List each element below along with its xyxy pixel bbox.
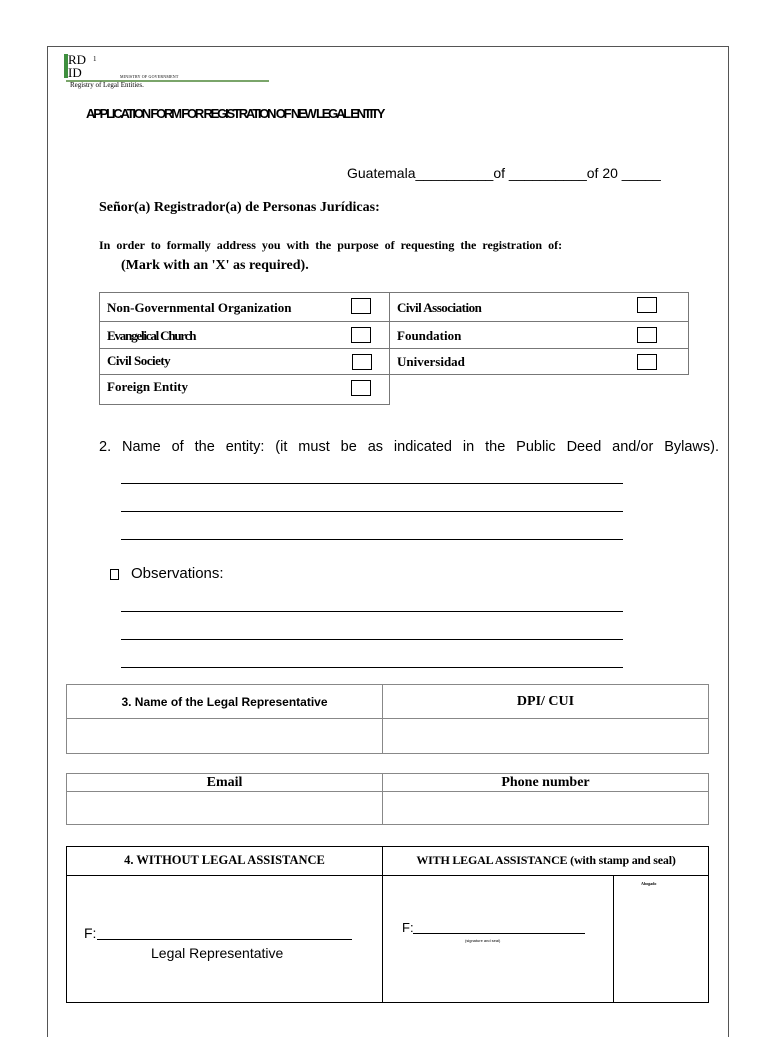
observations-label: Observations: [131, 565, 224, 582]
option-evangelical-checkbox[interactable] [351, 327, 371, 343]
option-universidad-label: Universidad [397, 354, 465, 369]
legal-rep-caption: Legal Representative [151, 945, 284, 961]
mark-note: (Mark with an 'X' as required). [121, 258, 309, 273]
entity-type-grid [99, 292, 689, 406]
signature-seal-caption: (signature and seal) [465, 938, 501, 943]
registry-logo [64, 54, 269, 90]
option-foundation-checkbox[interactable] [637, 327, 657, 343]
lawyer-signature-prefix: F: [402, 920, 414, 935]
option-civil-association-label: Civil Association [397, 300, 482, 315]
legal-rep-table [66, 684, 709, 754]
dpi-cui-field[interactable] [383, 719, 709, 754]
logo-letters-bottom: ID [68, 65, 82, 80]
rep-signature-prefix: F: [84, 925, 97, 941]
option-civil-society-label: Civil Society [107, 353, 171, 368]
grid-row-line-4 [99, 404, 390, 405]
option-foreign-entity-checkbox[interactable] [351, 380, 371, 396]
intro-text: In order to formally address you with the purpose of requesting the registration of: [99, 238, 563, 252]
entity-name-line-2[interactable] [121, 511, 623, 512]
entity-name-label: 2. Name of the entity: (it must be as indicated in the Public Deed and/or Bylaws). [99, 439, 719, 455]
phone-header: Phone number [383, 774, 709, 792]
option-evangelical-label: Evangelical Church [107, 328, 196, 343]
form-title: APPLICATION FORM FOR REGISTRATION OF NEW LEGAL ENTITY [86, 106, 384, 121]
option-civil-association-checkbox[interactable] [637, 297, 657, 313]
grid-row-line-3 [99, 374, 689, 375]
option-foundation-label: Foundation [397, 328, 462, 343]
legal-rep-name-header: 3. Name of the Legal Representative [67, 685, 383, 719]
without-assistance-header: 4. WITHOUT LEGAL ASSISTANCE [124, 853, 325, 867]
lawyer-signature-line[interactable] [413, 933, 585, 934]
grid-border-right [688, 292, 689, 375]
lawyer-seal-label: Abogado [641, 881, 657, 886]
signature-section [66, 846, 709, 1003]
sig-header-divider [67, 875, 708, 876]
observations-line-2[interactable] [121, 639, 623, 640]
with-assistance-header: WITH LEGAL ASSISTANCE (with stamp and seal) [416, 853, 676, 867]
registry-text: Registry of Legal Entities. [70, 81, 144, 89]
grid-row-line-1 [99, 321, 689, 322]
option-civil-society-checkbox[interactable] [352, 354, 372, 370]
observations-bullet-icon [110, 569, 119, 580]
entity-name-line-3[interactable] [121, 539, 623, 540]
option-universidad-checkbox[interactable] [637, 354, 657, 370]
contact-table [66, 773, 709, 825]
dpi-cui-header: DPI/ CUI [383, 685, 709, 719]
logo-letters-top: RD [68, 52, 87, 67]
option-ngo-label: Non-Governmental Organization [107, 300, 292, 315]
logo-superscript: 1 [93, 55, 97, 63]
ministry-text: MINISTRY OF GOVERNMENT [120, 74, 179, 79]
option-foreign-entity-label: Foreign Entity [107, 379, 189, 394]
email-field[interactable] [67, 792, 383, 825]
legal-rep-name-field[interactable] [67, 719, 383, 754]
email-header: Email [67, 774, 383, 792]
sig-seal-divider [613, 875, 614, 1002]
entity-name-line-1[interactable] [121, 483, 623, 484]
salutation: Señor(a) Registrador(a) de Personas Jurídicas: [99, 200, 380, 215]
observations-line-3[interactable] [121, 667, 623, 668]
option-ngo-checkbox[interactable] [351, 298, 371, 314]
date-line: Guatemala__________of __________of 20 _____ [347, 165, 661, 181]
grid-border-top [99, 292, 689, 293]
observations-line-1[interactable] [121, 611, 623, 612]
sig-col-divider [382, 847, 383, 1002]
grid-row-line-2 [99, 348, 689, 349]
phone-field[interactable] [383, 792, 709, 825]
rep-signature-line[interactable] [97, 939, 352, 940]
